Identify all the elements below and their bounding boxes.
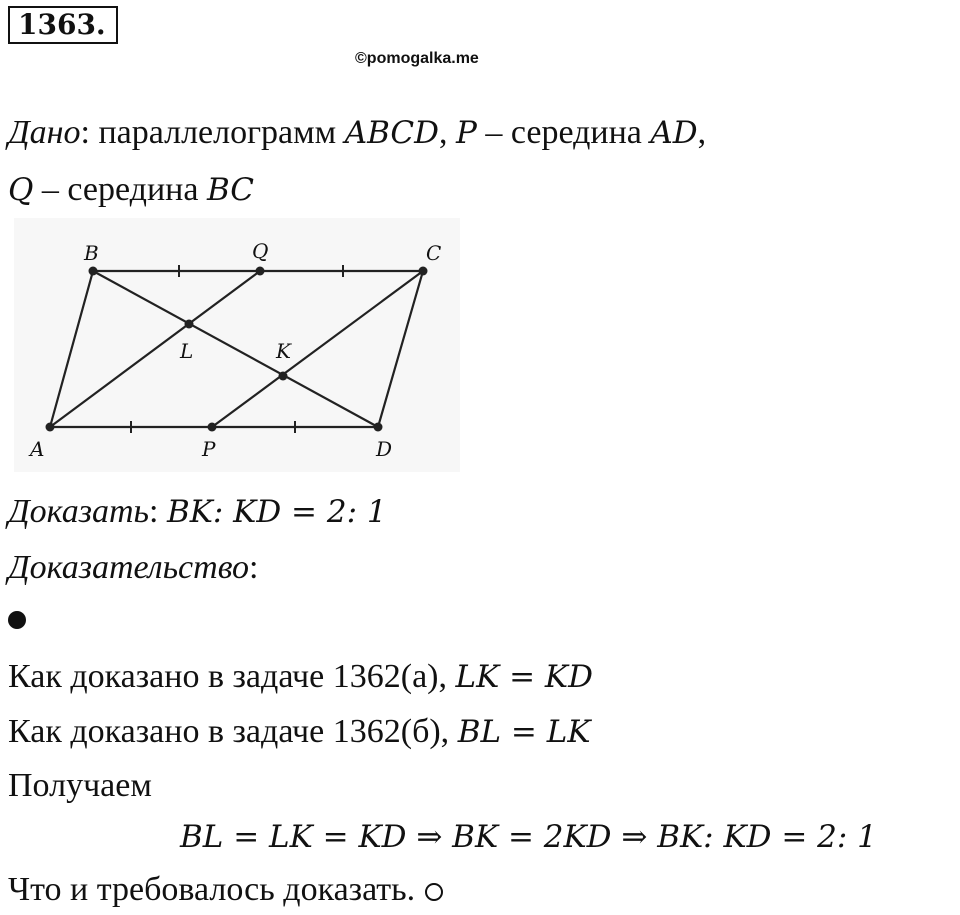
point-q — [256, 267, 265, 276]
step-3: Получаем — [8, 767, 152, 804]
task-number: 1363. — [8, 6, 118, 44]
segment-aq — [50, 271, 260, 427]
label-p: P — [202, 437, 216, 461]
step-2 — [8, 712, 590, 752]
point-p — [208, 423, 217, 432]
point-l — [185, 320, 194, 329]
given-mid-text-2: – середина — [33, 171, 207, 208]
given-q: Q — [8, 172, 34, 208]
given-bc: BC — [206, 172, 255, 208]
label-q: Q — [252, 239, 269, 263]
proof-heading — [8, 548, 258, 588]
given-comma-end: , — [697, 114, 707, 151]
given-p: P — [456, 115, 477, 151]
step-1-math: LK = KD — [455, 659, 593, 695]
point-d — [374, 423, 383, 432]
label-l: L — [180, 339, 194, 363]
proof-colon: : — [249, 549, 259, 586]
prove-colon: : — [148, 493, 167, 530]
given-label: Дано — [8, 114, 81, 151]
step-5 — [8, 870, 443, 910]
geometry-figure — [14, 218, 460, 472]
given-comma: , — [439, 114, 457, 151]
segment-bd — [93, 271, 378, 427]
proof-label: Доказательство — [8, 549, 250, 586]
step-2-math: BL = LK — [457, 714, 591, 750]
label-d: D — [376, 437, 393, 461]
given-abcd: ABCD — [344, 115, 440, 151]
label-b: B — [84, 241, 99, 265]
given-ad: AD — [650, 115, 698, 151]
segment-pc — [212, 271, 423, 427]
label-a: A — [30, 437, 45, 461]
step-1 — [8, 657, 593, 697]
given-line-2 — [8, 170, 254, 210]
prove-line — [8, 492, 387, 532]
point-k — [279, 372, 288, 381]
point-c — [419, 267, 428, 276]
prove-statement: BK: KD = 2: 1 — [166, 494, 387, 530]
step-2-text: Как доказано в задаче 1362(б), — [8, 713, 458, 750]
given-line-1 — [8, 113, 706, 153]
prove-label: Доказать — [8, 493, 149, 530]
parallelogram-diagram — [14, 218, 460, 472]
step-4 — [180, 817, 877, 857]
bullet-icon — [8, 611, 26, 629]
step-1-text: Как доказано в задаче 1362(а), — [8, 658, 456, 695]
qed-circle-icon — [425, 883, 443, 901]
step-5-text: Что и требовалось доказать. — [8, 871, 416, 908]
given-text: : параллелограмм — [80, 114, 345, 151]
point-b — [89, 267, 98, 276]
label-c: C — [426, 241, 442, 265]
watermark: ©pomogalka.me — [355, 50, 479, 67]
point-a — [46, 423, 55, 432]
label-k: K — [276, 339, 291, 363]
given-mid-text: – середина — [476, 114, 651, 151]
step-4-math: BL = LK = KD ⇒ BK = 2KD ⇒ BK: KD = 2: 1 — [180, 819, 877, 855]
